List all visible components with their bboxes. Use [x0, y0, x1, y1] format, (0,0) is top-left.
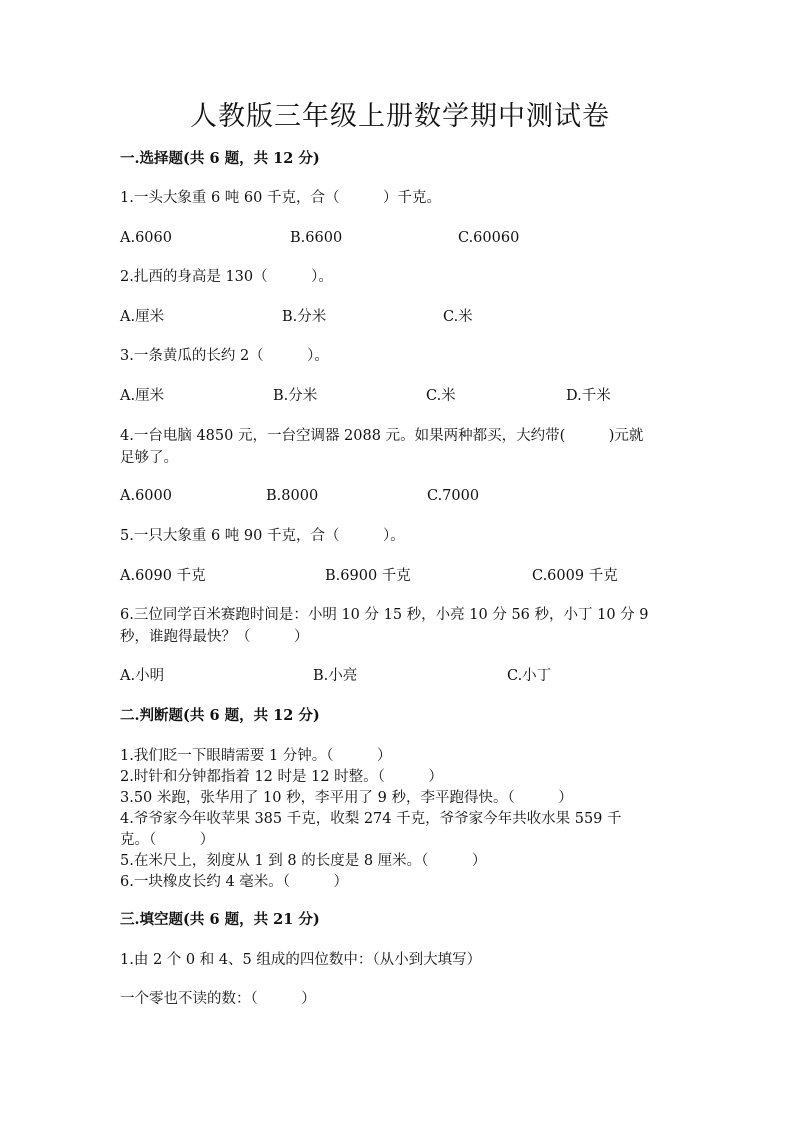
judge-item-3: 3.50 米跑，张华用了 10 秒，李平用了 9 秒，李平跑得快。（ ）: [120, 790, 573, 806]
q3-option-d: D.千米: [566, 388, 611, 404]
question-4-stem-line1: 4.一台电脑 4850 元，一台空调器 2088 元。如果两种都买，大约带( )元就: [120, 428, 644, 444]
judge-item-1: 1.我们眨一下眼睛需要 1 分钟。（ ）: [120, 748, 392, 764]
q3-option-a: A.厘米: [120, 388, 165, 404]
judge-item-4-line1: 4.爷爷家今年收苹果 385 千克，收梨 274 千克，爷爷家今年共收水果 559 千: [120, 811, 622, 827]
q4-option-b: B.8000: [266, 488, 319, 504]
section-heading-fill-blank: 三.填空题(共 6 题，共 21 分): [120, 911, 320, 928]
question-2-stem: 2.扎西的身高是 130（ ）。: [120, 269, 333, 285]
q6-option-a: A.小明: [120, 668, 165, 684]
q3-option-b: B.分米: [273, 388, 318, 404]
q2-option-b: B.分米: [282, 309, 327, 325]
question-5-stem: 5.一只大象重 6 吨 90 千克，合（ ）。: [120, 528, 405, 544]
question-1-stem: 1.一头大象重 6 吨 60 千克，合（ ）千克。: [120, 190, 441, 206]
q6-option-b: B.小亮: [313, 668, 358, 684]
judge-item-5: 5.在米尺上，刻度从 1 到 8 的长度是 8 厘米。（ ）: [120, 853, 487, 869]
judge-item-4-line2: 克。（ ）: [120, 832, 215, 848]
judge-item-2: 2.时针和分钟都指着 12 时是 12 时整。（ ）: [120, 769, 443, 785]
q2-option-a: A.厘米: [120, 309, 165, 325]
q1-option-c: C.60060: [458, 230, 520, 246]
judge-item-6: 6.一块橡皮长约 4 毫米。（ ）: [120, 874, 349, 890]
section-heading-choice: 一.选择题(共 6 题，共 12 分): [120, 150, 320, 167]
fill-item-1-sub: 一个零也不读的数：（ ）: [120, 991, 316, 1007]
q1-option-b: B.6600: [290, 230, 343, 246]
q3-option-c: C.米: [426, 388, 456, 404]
q5-option-b: B.6900 千克: [325, 568, 411, 584]
q5-option-a: A.6090 千克: [120, 568, 206, 584]
q1-option-a: A.6060: [120, 230, 172, 246]
question-6-stem-line1: 6.三位同学百米赛跑时间是：小明 10 分 15 秒，小亮 10 分 56 秒，小丁 10 分 9: [120, 607, 649, 623]
page-title: 人教版三年级上册数学期中测试卷: [190, 101, 610, 132]
question-6-stem-line2: 秒，谁跑得最快？（ ）: [120, 629, 309, 645]
section-heading-true-false: 二.判断题(共 6 题，共 12 分): [120, 707, 320, 724]
q5-option-c: C.6009 千克: [532, 568, 618, 584]
q6-option-c: C.小丁: [507, 668, 552, 684]
question-3-stem: 3.一条黄瓜的长约 2（ ）。: [120, 348, 329, 364]
q4-option-c: C.7000: [427, 488, 480, 504]
fill-item-1: 1.由 2 个 0 和 4、5 组成的四位数中：（从小到大填写）: [120, 952, 482, 968]
q4-option-a: A.6000: [120, 488, 172, 504]
q2-option-c: C.米: [443, 309, 473, 325]
question-4-stem-line2: 足够了。: [120, 450, 178, 466]
